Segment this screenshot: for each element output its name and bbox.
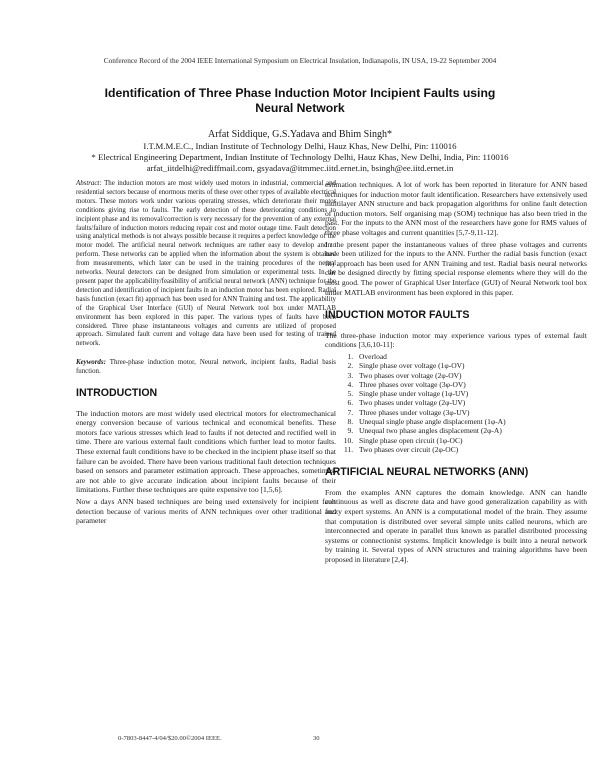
author-names: Arfat Siddique, G.S.Yadava and Bhim Singh* — [208, 129, 392, 140]
fault-item: 9. Unequal two phase angles displacement (2φ-A) — [355, 426, 587, 435]
faults-heading: INDUCTION MOTOR FAULTS — [325, 309, 470, 322]
fault-item: 2. Single phase over voltage (1φ-OV) — [355, 361, 587, 370]
paper-title: Identification of Three Phase Induction Motor Incipient Faults using Neural Network — [104, 86, 496, 115]
keywords-lead: Keywords: — [76, 359, 106, 367]
fault-item: 1. Overload — [355, 352, 587, 361]
author-block — [40, 129, 560, 174]
left-column — [76, 180, 336, 528]
affiliation-1: I.T.M.M.E.C., Indian Institute of Technology Delhi, Hauz Khas, New Delhi, Pin: 110016 — [143, 141, 457, 151]
right-paragraph-2: In the present paper the instantaneous values of three phase voltages and currents have been utilized for the inputs to the ANN. Further the radial basis function (exact fit) approach has been used for ANN Training and test. Radial basis neural networks can be designed directly by fitting special response elements where they will do the most good. The power of Graphical User Interface (GUI) of Neural Network tool box under MATLAB environment has been explored in this paper. — [325, 239, 587, 297]
author-emails: arfat_iitdelhi@rediffmail.com, gsyadava@itmmec.iitd.ernet.in, bsingh@ee.iitd.ernet.in — [146, 163, 454, 173]
fault-item: 8. Unequal single phase angle displacement (1φ-A) — [355, 417, 587, 426]
abstract — [76, 180, 336, 349]
fault-item: 4. Three phases over voltage (3φ-OV) — [355, 380, 587, 389]
fault-item: 6. Two phases under voltage (2φ-UV) — [355, 398, 587, 407]
page-number: 30 — [313, 735, 320, 742]
introduction-heading: INTRODUCTION — [76, 387, 158, 400]
keywords — [76, 359, 336, 377]
abstract-text: The induction motors are most widely used motors in industrial, commercial and residential sectors because of enormous merits of these over other types of available electrical motors. These motors work under various operating stresses, which deteriorate their motor conditions giving rise to faults. The early detection of these deteriorating conditions to incipient phase and its removal/correction is very necessary for the prevention of any external faults/failure of induction motors reducing repair cost and motor outage time. Fault detection using analytical methods is not always possible because it requires a perfect knowledge of the motor model. The artificial neural network techniques are rather easy to develop and to perform. These networks can be applied when the information about the system is obtained from measurements, which later can be used in the training procedures of the neural networks. Neural detectors can be designed from simulation or experimental tests. In the present paper the applicability/feasibility of artificial neural network (ANN) technique for the detection and identification of incipient faults in an induction motor has been explored. Radial basis function (exact fit) approach has been used for ANN Training and test. The applicability of the Graphical User Interface (GUI) of Neural Network tool box under MATLAB environment has been explored in this paper. The various types of faults have been considered. Three phase instantaneous voltages and currents are utilized of proposed approach. Simulated fault current and voltage data have been used for testing of trained network. — [76, 180, 336, 348]
abstract-lead: Abstract: — [76, 180, 102, 187]
conference-header: Conference Record of the 2004 IEEE International Symposium on Electrical Insulation, Indianapolis, IN USA, 19-22 September 2004 — [103, 56, 497, 65]
copyright-notice: 0-7803-8447-4/04/$20.00©2004 IEEE. — [118, 735, 222, 742]
page-footer — [118, 735, 518, 742]
right-column — [325, 180, 587, 567]
fault-item: 5. Single phase under voltage (1φ-UV) — [355, 389, 587, 398]
affiliation-2: * Electrical Engineering Department, Indian Institute of Technology Delhi, Hauz Khas, New Delhi, India, Pin: 110016 — [91, 152, 509, 162]
ann-paragraph-1: From the examples ANN captures the domain knowledge. ANN can handle continuous as well as discrete data and have good generalization capability as with fuzzy expert systems. An ANN is a computational model of the brain. They assume that computation is distributed over several simple units called neurons, which are interconnected and operate in parallel thus known as parallel distributed processing systems or connectionist systems. Implicit knowledge is built into a neural network by training it. Several types of ANN structures and training algorithms have been proposed in literature [2,4]. — [325, 487, 587, 564]
introduction-paragraph-1: The induction motors are most widely used electrical motors for electromechanical energy conversion because of various technical and economical benefits. These motors face various stresses which lead to faults if not detected and rectified well in time. There are various external fault conditions which further lead to motor faults. These external fault conditions have to be checked in the incipient phase itself so that failure can be avoided. There have been various traditional fault detection techniques based on sensors and parameter estimation approach. These approaches, sometimes, are not able to give accurate indication about incipient faults because of their limitations. Further these techniques are quite expensive too [1,5,6]. — [76, 408, 336, 495]
fault-item: 11. Two phases over circuit (2φ-OC) — [355, 445, 587, 454]
right-paragraph-1: estimation techniques. A lot of work has been reported in literature for ANN based techniques for induction motor fault identification. Researchers have extensively used multilayer ANN structure and back propagation algorithms for online fault detection of induction motors. Self organising map (SOM) technique has also been tried in the past. For the inputs to the ANN most of the researchers have gone for RMS values of three phase voltages and current quantities [5,7-9,11-12]. — [325, 180, 587, 237]
fault-item: 7. Three phases under voltage (3φ-UV) — [355, 408, 587, 417]
keywords-text: Three-phase induction motor, Neural network, incipient faults, Radial basis function. — [76, 359, 336, 376]
ann-heading: ARTIFICIAL NEURAL NETWORKS (ANN) — [325, 466, 529, 479]
fault-item: 3. Two phases over voltage (2φ-OV) — [355, 371, 587, 380]
faults-intro: The three-phase induction motor may experience various types of external fault conditions [3,6,10-11]: — [325, 330, 587, 350]
fault-item: 10. Single phase open circuit (1φ-OC) — [355, 436, 587, 445]
fault-list — [325, 352, 587, 454]
introduction-paragraph-2: Now a days ANN based techniques are being used extensively for incipient fault detection because of various merits of ANN techniques over other traditional and parameter — [76, 496, 336, 526]
